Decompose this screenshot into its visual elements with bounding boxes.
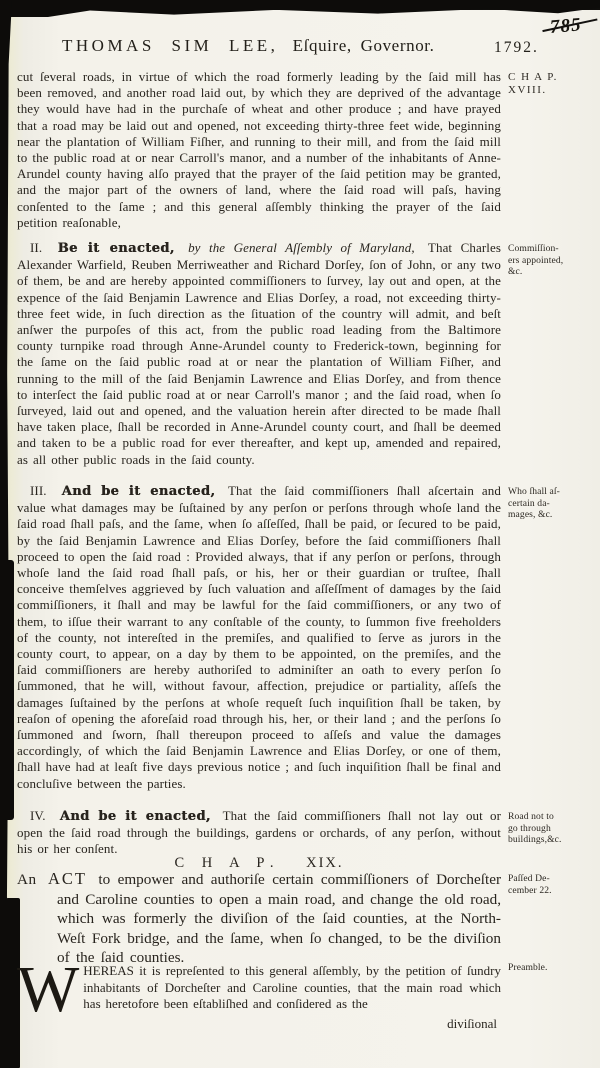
section-ii — [17, 240, 501, 468]
margin-note-line: buildings,&c. — [508, 834, 562, 846]
margin-note-line: Paſſed De- — [508, 873, 550, 884]
chapter-word: C H A P. — [174, 855, 281, 871]
text-column — [17, 0, 501, 1068]
margin-note-commissioners — [508, 243, 598, 278]
margin-note-line: go through — [508, 822, 551, 834]
governor-name: THOMAS SIM LEE, — [62, 36, 279, 55]
margin-note-line: &c. — [508, 266, 523, 278]
section-iii-enacting-words: And be it enacted, — [61, 484, 216, 499]
catchword: diviſional — [447, 1016, 497, 1031]
margin-note-line: certain da- — [508, 497, 550, 509]
margin-note-line: cember 22. — [508, 884, 552, 896]
handwritten-number-text: 785 — [549, 14, 583, 38]
margin-note-road — [508, 811, 598, 846]
act-title — [17, 869, 501, 968]
margin-note-line: mages, &c. — [508, 509, 553, 521]
margin-note-line: ers appointed, — [508, 254, 564, 266]
act-title-act-word: ACT — [47, 869, 87, 888]
margin-note-line: XVIII. — [508, 84, 547, 96]
drop-cap-w: W — [17, 953, 80, 1026]
section-ii-text: That Charles Alexander Warfield, Reuben Merriweather and Richard Dorſey, ſon of John, or any two of them, be and are hereby appointed commiſſioners to ſurvey, lay out and open, at the expence of the ſaid Benjamin Lawrence and Elias Dorſey, a road, not exceeding thirty-three feet wide, in ſuch direction as the ſituation of the country will admit, and beſt anſwer the purpoſes of this act, from the public road leading from the Baltimore county turnpike road through Anne-Arundel county to Frederick-town, beginning for the ſame on the ſaid public road at or near the plantation of William Fiſher, and running to the mill of the ſaid Benjamin Lawrence and Elias Dorſey, and from thence to interſect the ſaid public road at or near Carroll's manor ; and the ſaid road, when ſo ſurveyed, laid out and opened, and the valuation herein after directed to be made ſhall have taken place, ſhall be recorded in Anne-Arundel county court, and ſhall be deemed and taken to be a public road for ever thereafter, and kept up, amended and repaired, as all other public roads in the ſaid county. — [17, 240, 501, 467]
act-title-text: to empower and authoriſe certain commiſſioners of Dorcheſter and Caroline counties to open a main road, and change the old road, which was formerly the diviſion of the ſaid counties, at the North-Weſt Fork bridge, and the ſame, when ſo changed, to be the diviſion of the ſaid counties. — [57, 871, 502, 967]
section-ii-enacting-words: Be it enacted, — [57, 241, 175, 256]
margin-note-preamble — [508, 962, 598, 974]
margin-note-line: Commiſſion- — [508, 243, 559, 254]
section-iv-enacting-words: And be it enacted, — [59, 809, 211, 824]
governor-title: Eſquire, Governor. — [292, 36, 435, 55]
section-ii-assembly-phrase: by the General Aſſembly of Maryland, — [188, 240, 415, 255]
scan-gutter-mid — [0, 560, 14, 820]
margin-note-damages — [508, 486, 598, 521]
section-iv — [17, 808, 501, 858]
section-ii-number: II. — [30, 240, 43, 255]
margin-note-line: Road not to — [508, 811, 554, 822]
act-title-an: An — [17, 871, 37, 888]
margin-note-line: C H A P. — [508, 71, 558, 83]
margin-note-line: Preamble. — [508, 962, 548, 973]
chapter-numeral: XIX. — [306, 855, 344, 871]
margin-note-passed — [508, 873, 598, 896]
paragraph-petition-recital: cut ſeveral roads, in virtue of which the road formerly leading by the ſaid mill has been removed, and another road laid out, by which they are deprived of the advantage they would have had in the purchaſe of wheat and other produce ; and have prayed that a road may be laid out and opened, not exceeding thirty-three feet wide, beginning near the plantation of William Fiſher, and running to their mill, and from the ſaid mill to the public road at or near Carroll's manor, and a number of the inhabitants of Anne-Arundel county having alſo prayed that the prayer of the ſaid petition may be granted, and the major part of the owners of land, where the ſaid road will paſs, having conſented to the ſame ; and this general aſſembly thinking the prayer of the ſaid petition reaſonable, — [17, 69, 501, 230]
section-iii-text: That the ſaid commiſſioners ſhall aſcertain and value what damages may be ſuſtained by any perſon or perſons through whoſe land the ſaid road ſhall paſs, and the ſame, when ſo aſſeſſed, ſhall be paid, or ſecured to be paid, by the ſaid Benjamin Lawrence and Elias Dorſey, before the ſaid commiſſioners ſhall proceed to open the ſaid road : Provided always, that if any perſon or perſons, through whoſe land the ſaid road ſhall paſs, or his, her or their guardian or truſtee, ſhall conceive themſelves aggrieved by ſuch valuation and aſſeſſment of damages by the ſaid commiſſioners, it ſhall and may be lawful for the ſaid commiſſioners, or any two of them, to iſſue their warrant to any conſtable of the county, to ſummon five freeholders of the county, not intereſted in the premiſes, and qualified to ſerve as jurors in the county court, to appear, on a day by them to be appointed, on the premiſes, and the ſaid commiſſioners are hereby authoriſed to adminiſter an oath to every perſon ſo ſummoned, that he will, without favour, affection, prejudice or partiality, aſſeſs the damages ſuſtained by the perſons at whoſe requeſt ſuch inquiſition ſhall be taken, by reaſon of opening the aforeſaid road through his, her, or their land ; and the perſons ſo ſummoned and ſworn, ſhall thereupon proceed to aſſeſs and value the damages accordingly, of which the ſaid Benjamin Lawrence and Elias Dorſey, or one of them, ſhall have had at leaſt five days previous notice ; and ſuch inquiſition ſhall be final and concluſive between the parties. — [17, 483, 502, 791]
section-iii — [17, 483, 501, 792]
preamble-text: HEREAS it is repreſented to this general aſſembly, by the petition of ſundry inhabitants of Dorcheſter and Caroline counties, that the main road which has heretofore been eſtabliſhed and conſidered as the — [83, 963, 501, 1012]
year-label: 1792. — [494, 39, 539, 56]
section-iv-number: IV. — [30, 808, 46, 823]
handwritten-page-number — [549, 13, 597, 39]
margin-note-line: Who ſhall aſ- — [508, 486, 560, 497]
margin-note-chap-xviii — [508, 71, 598, 97]
section-iv-text: That the ſaid commiſſioners ſhall not lay out or open the ſaid road through the buildings, gardens or orchards, of any perſon, without his or her conſent. — [17, 808, 502, 857]
section-iii-number: III. — [30, 483, 47, 498]
